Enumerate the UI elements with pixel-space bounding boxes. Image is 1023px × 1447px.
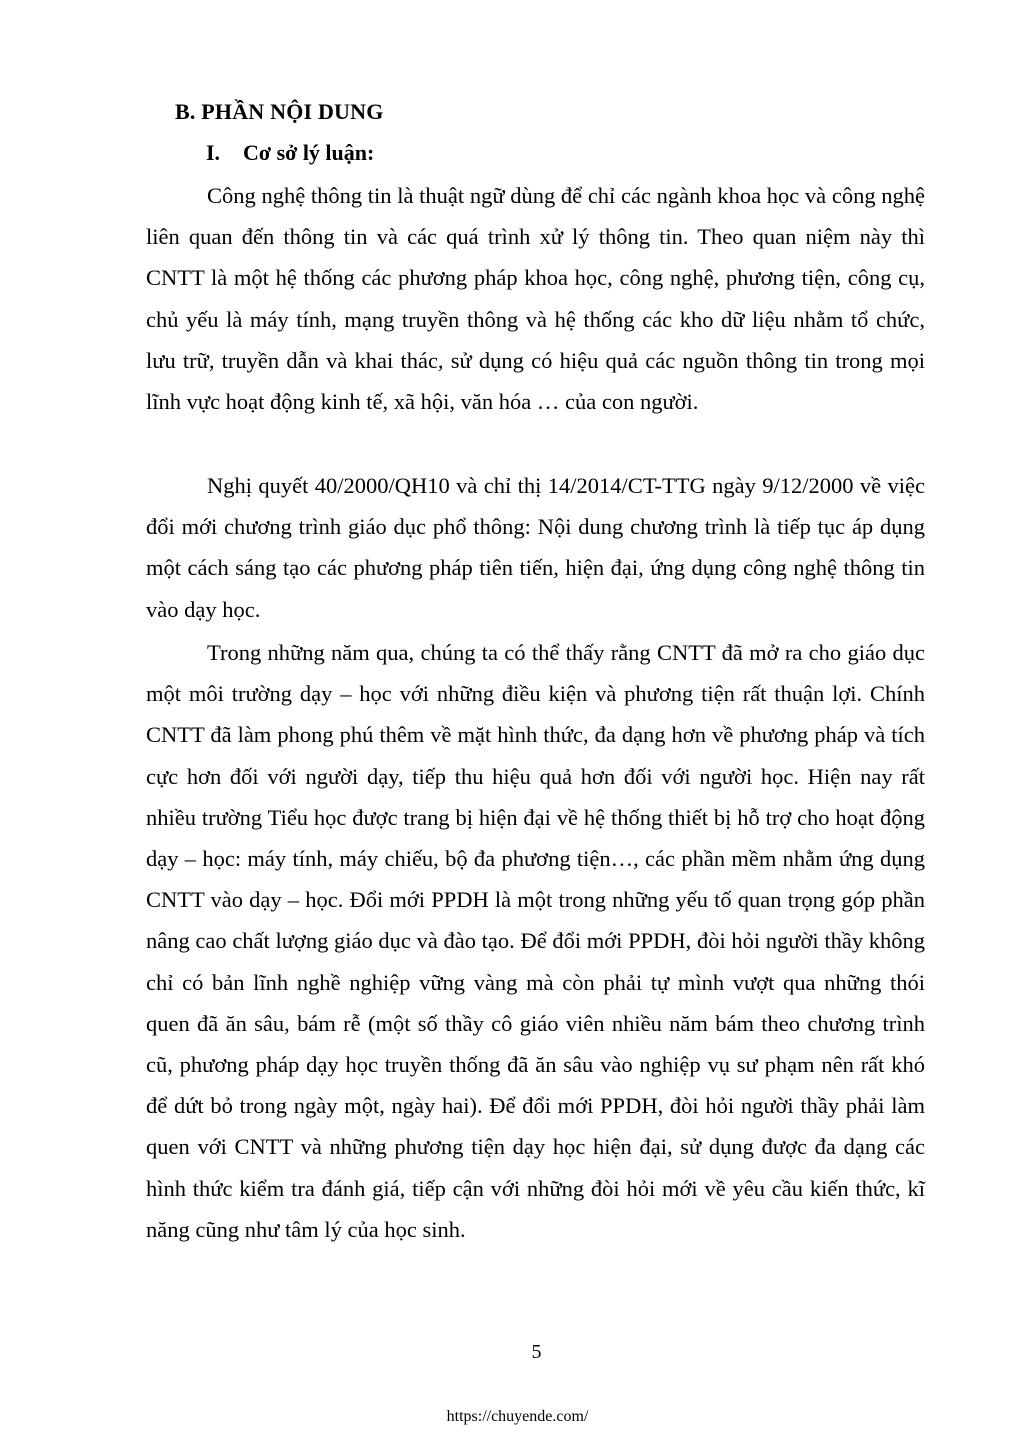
subsection-title: Cơ sở lý luận: xyxy=(243,140,375,165)
paragraph-definition xyxy=(146,175,925,422)
paragraph-text: Nghị quyết 40/2000/QH10 và chỉ thị 14/2014/CT-TTG ngày 9/12/2000 về việc đổi mới chương trình giáo dục phổ thông: Nội dung chương trình là tiếp tục áp dụng một cách sáng tạo các phương pháp tiên tiến, hiện đại, ứng dụng công nghệ thông tin vào dạy học. xyxy=(146,473,925,622)
paragraph-ict-in-education xyxy=(146,632,925,1250)
subsection-number: I. xyxy=(206,140,221,165)
paragraph-text: Trong những năm qua, chúng ta có thể thấy rằng CNTT đã mở ra cho giáo dục một môi trường dạy – học với những điều kiện và phương tiện rất thuận lợi. Chính CNTT đã làm phong phú thêm về mặt hình thức, đa dạng hơn về phương pháp và tích cực hơn đối với người dạy, tiếp thu hiệu quả hơn đối với người học. Hiện nay rất nhiều trường Tiểu học được trang bị hiện đại về hệ thống thiết bị hỗ trợ cho hoạt động dạy – học: máy tính, máy chiếu, bộ đa phương tiện…, các phần mềm nhằm ứng dụng CNTT vào dạy – học. Đổi mới PPDH là một trong những yếu tố quan trọng góp phần nâng cao chất lượng giáo dục và đào tạo. Để đổi mới PPDH, đòi hỏi người thầy không chỉ có bản lĩnh nghề nghiệp vững vàng mà còn phải tự mình vượt qua những thói quen đã ăn sâu, bám rễ (một số thầy cô giáo viên nhiều năm bám theo chương trình cũ, phương pháp dạy học truyền thống đã ăn sâu vào nghiệp vụ sư phạm nên rất khó để dứt bỏ trong ngày một, ngày hai). Để đổi mới PPDH, đòi hỏi người thầy phải làm quen với CNTT và những phương tiện dạy học hiện đại, sử dụng được đa dạng các hình thức kiểm tra đánh giá, tiếp cận với những đòi hỏi mới về yêu cầu kiến thức, kĩ năng cũng như tâm lý của học sinh. xyxy=(146,640,925,1242)
page-number: 5 xyxy=(531,1341,542,1363)
subsection-heading xyxy=(206,135,374,171)
section-heading: B. PHẦN NỘI DUNG xyxy=(175,99,384,124)
paragraph-text: Công nghệ thông tin là thuật ngữ dùng để chỉ các ngành khoa học và công nghệ liên quan đến thông tin và các quá trình xử lý thông tin. Theo quan niệm này thì CNTT là một hệ thống các phương pháp khoa học, công nghệ, phương tiện, công cụ, chủ yếu là máy tính, mạng truyền thông và hệ thống các kho dữ liệu nhằm tổ chức, lưu trữ, truyền dẫn và khai thác, sử dụng có hiệu quả các nguồn thông tin trong mọi lĩnh vực hoạt động kinh tế, xã hội, văn hóa … của con người. xyxy=(146,183,925,415)
paragraph-resolution xyxy=(146,465,925,630)
footer-url: https://chuyende.com/ xyxy=(446,1408,589,1425)
